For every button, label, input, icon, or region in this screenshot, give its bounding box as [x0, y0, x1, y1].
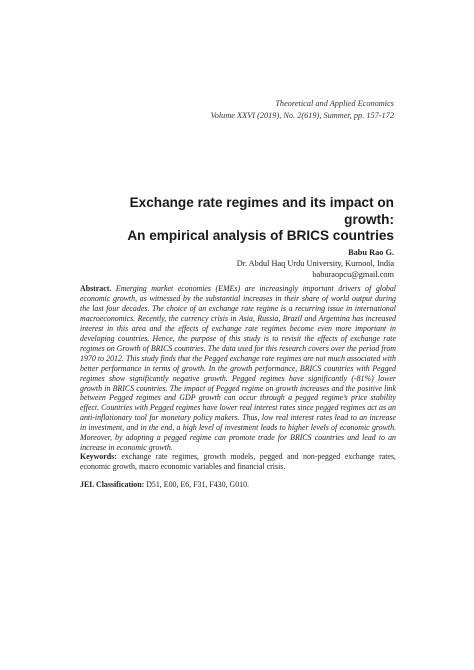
keywords-label: Keywords:	[80, 452, 117, 461]
journal-issue: Volume XXVI (2019), No. 2(619), Summer, pp. 157-172	[210, 110, 394, 120]
abstract-label: Abstract.	[80, 284, 112, 293]
jel-classification	[80, 480, 396, 490]
journal-name: Theoretical and Applied Economics	[275, 99, 394, 108]
abstract-text: Emerging market economies (EMEs) are increasingly important drivers of global economic growth, as witnessed by the substantial increases in their share of world output during the last four decades. The choice of an exchange rate regime is a recurring issue in international macroeconomics. Recently, the currency crisis in Asia, Russia, Brazil and Argentina has increased interest in this area and the effects of exchange rate regimes become even more important in developing countries. Hence, the purpose of this study is to revisit the effects of exchange rate regimes on Growth of BRICS countries. The data used for this research covers over the period from 1970 to 2012. This study finds that the Pegged exchange rate regimes are not much associated with better performance in terms of growth. In the growth performance, BRICS countries with Pegged regimes show significantly negative growth. Pegged regimes have significantly (-81%) lower growth in BRICS countries. The impact of Pegged regime on growth increases and the positive link between Pegged regimes and GDP growth can occur through a pegged regime’s price stability effect. Countries with Pegged regimes have lower real interest rates since pegged regimes act as an anti-inflationary tool for monetary policy makers. Thus, low real interest rates lead to an increase in investment, and in the end, a high level of investment leads to higher levels of economic growth. Moreover, by adopting a pegged regime can promote trade for BRICS countries and lead to an increase in economic growth.	[80, 284, 396, 453]
author-affiliation: Dr. Abdul Haq Urdu University, Kurnool, India	[236, 258, 394, 268]
keywords-text: exchange rate regimes, growth models, pegged and non-pegged exchange rates, economic growth, macro economic variables and financial crisis.	[80, 452, 396, 471]
jel-codes: D51, E00, E6, F31, F430, G010.	[146, 480, 250, 489]
abstract	[80, 284, 396, 453]
keywords	[80, 452, 396, 472]
paper-title-line-2: An empirical analysis of BRICS countries	[127, 228, 394, 243]
jel-label: JEL Classification:	[80, 480, 145, 489]
paper-title	[80, 195, 394, 245]
author-block	[74, 248, 394, 280]
paper-title-line-1: Exchange rate regimes and its impact on growth:	[129, 195, 394, 227]
author-name: Babu Rao G.	[348, 248, 394, 257]
journal-header	[74, 98, 394, 121]
author-email[interactable]: baburaopcu@gmail.com	[312, 269, 394, 279]
